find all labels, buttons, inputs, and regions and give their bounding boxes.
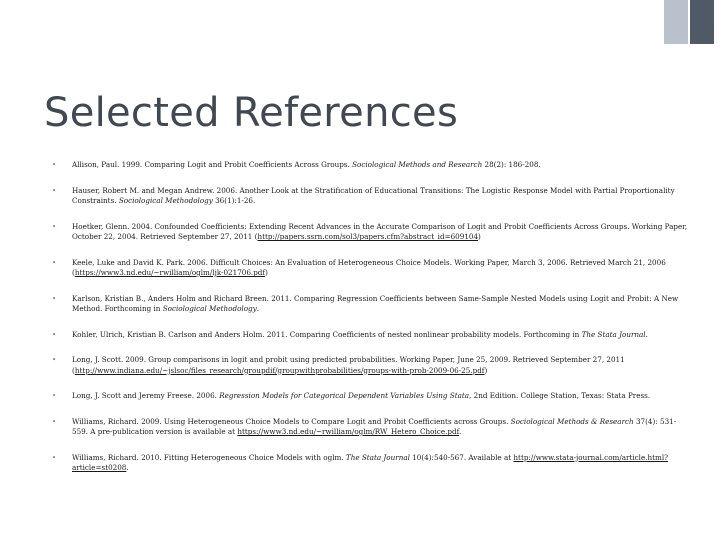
reference-text: Karlson, Kristian B., Anders Holm and Richard Breen. 2011. Comparing Regression Coefficients between Same-Sample Nested Models using Logit and Probit: A New Method. Forthcoming in	[72, 293, 679, 313]
bullet-icon: •	[52, 330, 57, 339]
bullet-icon: •	[52, 453, 57, 462]
reference-link[interactable]: http://www.stata-journal.com/article.html?article=st0208	[72, 452, 669, 472]
reference-text: Long, J. Scott. 2009. Group comparisons in logit and probit using predicted probabilities. Working Paper, June 25, 2009. Retrieved September 27, 2011 (	[72, 355, 625, 375]
reference-source: Sociological Methodology	[118, 196, 213, 205]
reference-link[interactable]: http://papers.ssrn.com/sol3/papers.cfm?abstract_id=609104	[257, 232, 479, 241]
reference-text: 37(4): 531-559. A pre-publication version is available at	[72, 416, 677, 436]
reference-link[interactable]: https://www3.nd.edu/~rwilliam/oglm/ljk-021706.pdf	[74, 268, 266, 277]
reference-item	[52, 160, 688, 171]
reference-item	[52, 294, 688, 315]
reference-text: Hauser, Robert M. and Megan Andrew. 2006. Another Look at the Stratification of Educational Transitions: The Logistic Response Model with Partial Proportionality Constraints.	[72, 185, 675, 205]
reference-text: )	[478, 232, 481, 241]
bullet-icon: •	[52, 258, 57, 267]
reference-item	[52, 222, 688, 243]
reference-item	[52, 355, 688, 376]
reference-text: 36(1):1-26.	[212, 196, 256, 205]
reference-source: Sociological Methodology	[162, 304, 257, 313]
reference-source: The Stata Journal	[345, 452, 410, 462]
reference-text: Kohler, Ulrich, Kristian B. Carlson and Anders Holm. 2011. Comparing Coefficients of nested nonlinear probability models. Forthcoming in	[72, 329, 582, 339]
reference-item	[52, 258, 688, 279]
slide-title: Selected References	[44, 90, 459, 136]
reference-text: )	[484, 365, 488, 375]
reference-text: )	[265, 268, 268, 277]
bullet-icon: •	[52, 186, 57, 195]
bullet-icon: •	[52, 222, 57, 231]
bullet-icon: •	[52, 161, 57, 169]
reference-text: .	[458, 427, 462, 436]
reference-source: Sociological Methods & Research	[510, 416, 634, 426]
reference-text: 28(2): 186-208.	[482, 160, 541, 169]
reference-text: Williams, Richard. 2009. Using Heterogeneous Choice Models to Compare Logit and Probit Coefficients across Groups.	[72, 416, 511, 426]
reference-text: Allison, Paul. 1999. Comparing Logit and Probit Coefficients Across Groups.	[72, 160, 353, 169]
reference-link[interactable]: https://www3.nd.edu/~rwilliam/oglm/RW_Hetero_Choice.pdf	[237, 427, 459, 436]
reference-text: 10(4):540-567. Available at	[409, 452, 514, 462]
reference-text: Williams, Richard. 2010. Fitting Heterogeneous Choice Models with oglm.	[72, 452, 346, 462]
reference-text: .	[126, 463, 129, 472]
reference-text: Keele, Luke and David K. Park. 2006. Difficult Choices: An Evaluation of Heterogeneous Choice Models. Working Paper, March 3, 2006. Retrieved March 21, 2006 (	[72, 257, 666, 277]
reference-item	[52, 417, 688, 438]
reference-link[interactable]: http://www.indiana.edu/~jslsoc/files_research/groupdif/groupwithprobabilities/groups-with-prob-2009-06-25.pdf	[74, 365, 485, 375]
reference-text: .	[256, 304, 259, 313]
corner-accent-light	[664, 0, 688, 44]
reference-source: The Stata Journal	[581, 329, 646, 339]
reference-text: .	[645, 329, 648, 339]
corner-accent-dark	[690, 0, 714, 44]
bullet-icon: •	[52, 294, 57, 303]
reference-source: Sociological Methods and Research	[352, 160, 483, 169]
reference-list	[52, 160, 688, 489]
reference-text: , 2nd Edition. College Station, Texas: Stata Press.	[469, 391, 651, 400]
reference-text: Hoetker, Glenn. 2004. Confounded Coefficients: Extending Recent Advances in the Accurate Comparison of Logit and Probit Coefficients Across Groups. Working Paper, October 22, 2004. Retrieved September 27, 2011 (	[72, 221, 688, 241]
reference-item	[52, 453, 688, 474]
bullet-icon: •	[52, 417, 57, 426]
reference-item	[52, 186, 688, 207]
reference-source: Regression Models for Categorical Dependent Variables Using Stata	[219, 391, 470, 400]
reference-text: Long, J. Scott and Jeremy Freese. 2006.	[72, 391, 220, 400]
bullet-icon: •	[52, 392, 57, 400]
reference-item	[52, 391, 688, 402]
reference-item	[52, 330, 688, 341]
bullet-icon: •	[52, 356, 57, 364]
